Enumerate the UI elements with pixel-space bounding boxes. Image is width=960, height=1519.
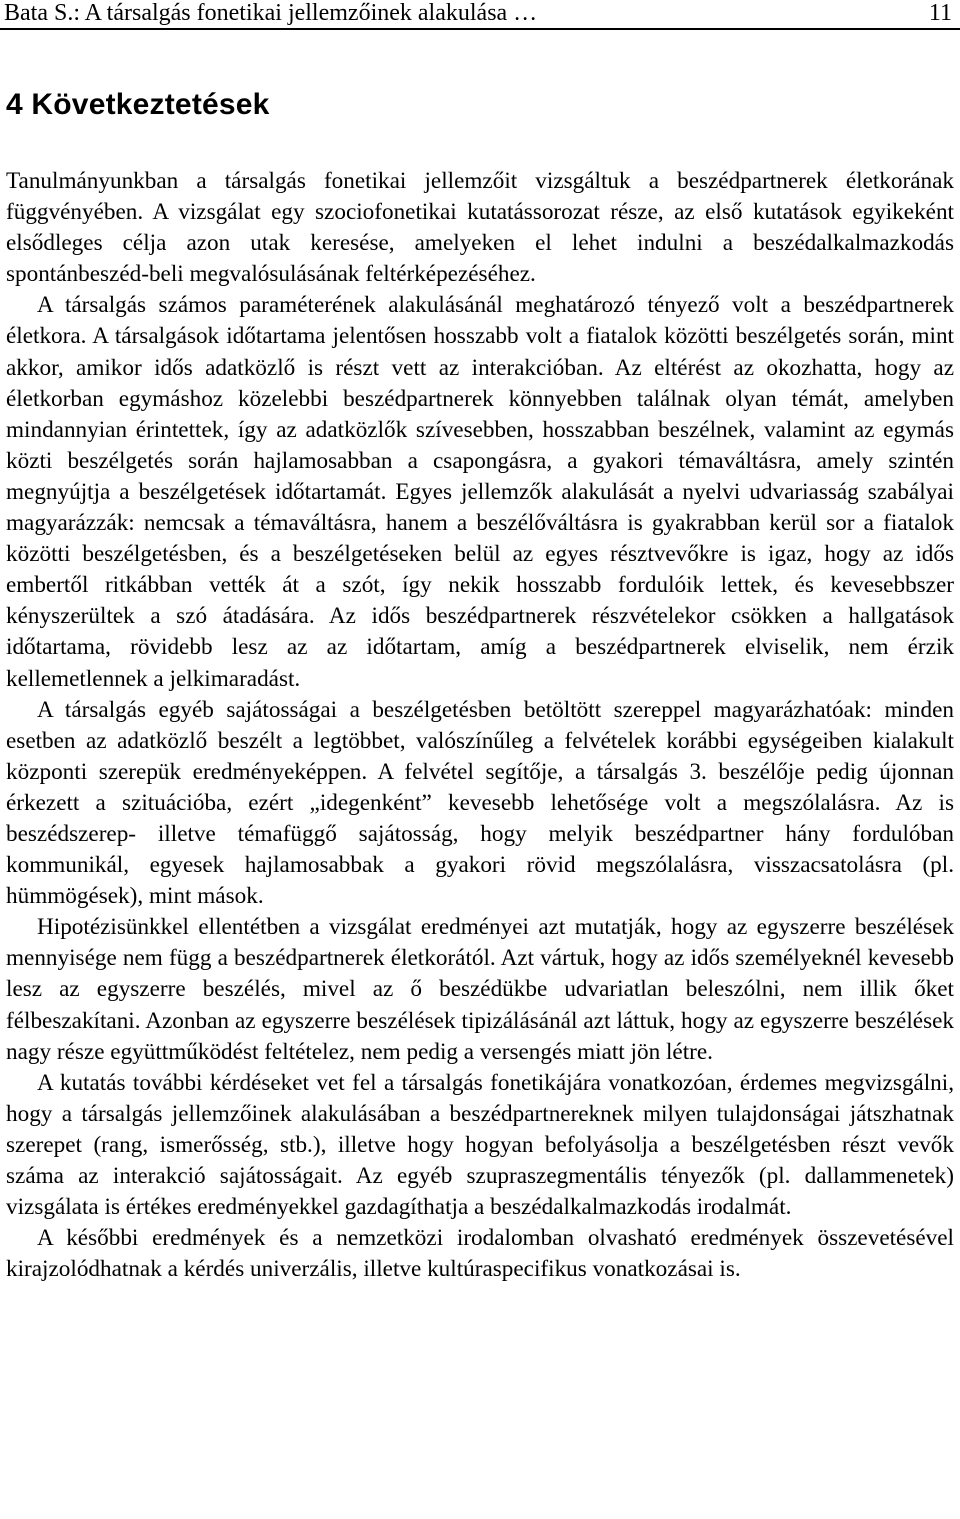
- section-heading: 4 Következtetések: [6, 88, 270, 121]
- running-title: Bata S.: A társalgás fonetikai jellemzőinek alakulása …: [4, 0, 538, 26]
- page-number: 11: [928, 0, 952, 26]
- paragraph-1: Tanulmányunkban a társalgás fonetikai jellemzőit vizsgáltuk a beszédpartnerek életkorának függvényében. A vizsgálat egy szociofonetikai kutatássorozat része, az első kutatások egyikeként elsődleges célja azon utak keresése, amelyeken el lehet indulni a beszédalkalmazkodás spontánbeszéd-beli megvalósulásának feltérképezéséhez.: [6, 168, 954, 288]
- paragraph-2: A társalgás számos paraméterének alakulásánál meghatározó tényező volt a beszédpartnerek életkora. A társalgások időtartama jelentősen hosszabb volt a fiatalok közötti beszélgetés során, mint akkor, amikor idős adatközlő is részt vett az interakcióban. Az eltérést az okozhatta, hogy az életkorban egymáshoz közelebbi beszédpartnerek könnyebben találnak olyan témát, amelyben mindannyian érintettek, így az adatközlők szívesebben, hosszabban beszélnek, valamint az egymás közti beszélgetés során hajlamosabban a csapongásra, a gyakori témaváltásra, amely szintén megnyújtja a beszélgetések időtartamát. Egyes jellemzők alakulását a nyelvi udvariasság szabályai magyarázzák: nemcsak a témaváltásra, hanem a beszélőváltásra is gyakrabban kerül sor a fiatalok közötti beszélgetésben, és a beszélgetéseken belül az egyes résztvevőkre is igaz, hogy az idős embertől ritkábban vették át a szót, így nekik hosszabb fordulóik lettek, és kevesebbszer kényszerültek a szó átadására. Az idős beszédpartnerek részvételekor csökken a hallgatások időtartama, rövidebb lesz az az időtartam, amíg a beszédpartnerek elviselik, nem érzik kellemetlennek a jelkimaradást.: [6, 292, 954, 692]
- paragraph-3: A társalgás egyéb sajátosságai a beszélgetésben betöltött szereppel magyarázhatóak: minden esetben az adatközlő beszélt a legtöbbet, valószínűleg a felvételek korábbi egységeiben kialakult központi szerepük eredményeképpen. A felvétel segítője, a társalgás 3. beszélője pedig újonnan érkezett a szituációba, ezért „idegenként” kevesebb lehetősége volt a megszólalásra. Az is beszédszerep- illetve témafüggő sajátosság, hogy melyik beszédpartner hány fordulóban kommunikál, egyesek hajlamosabbak a gyakori rövid megszólalásra, visszacsatolásra (pl. hümmögések), mint mások.: [6, 696, 954, 910]
- paragraph-6: A későbbi eredmények és a nemzetközi irodalomban olvasható eredmények összevetésével kirajzolódhatnak a kérdés univerzális, illetve kultúraspecifikus vonatkozásai is.: [6, 1225, 954, 1283]
- paragraph-5: A kutatás további kérdéseket vet fel a társalgás fonetikájára vonatkozóan, érdemes megvizsgálni, hogy a társalgás jellemzőinek alakulásában a beszédpartnereknek milyen tulajdonságai játszhatnak szerepet (rang, ismerősség, stb.), illetve hogy hogyan befolyásolja a beszélgetésben részt vevők száma az interakció sajátosságait. Az egyéb szupraszegmentális tényezők (pl. dallammenetek) vizsgálata is értékes eredményekkel gazdagíthatja a beszédalkalmazkodás irodalmát.: [6, 1069, 954, 1221]
- body-text: [6, 166, 954, 1285]
- paragraph-4: Hipotézisünkkel ellentétben a vizsgálat eredményei azt mutatják, hogy az egyszerre beszélések mennyisége nem függ a beszédpartnerek életkorától. Azt vártuk, hogy az idős személyeknél kevesebb lesz az egyszerre beszélés, mivel az ő beszédükbe udvariatlan beleszólni, nem illik őket félbeszakítani. Azonban az egyszerre beszélések tipizálásánál azt láttuk, hogy az egyszerre beszélések nagy része együttműködést feltételez, nem pedig a versengés miatt jön létre.: [6, 914, 954, 1065]
- page-header: [0, 0, 960, 30]
